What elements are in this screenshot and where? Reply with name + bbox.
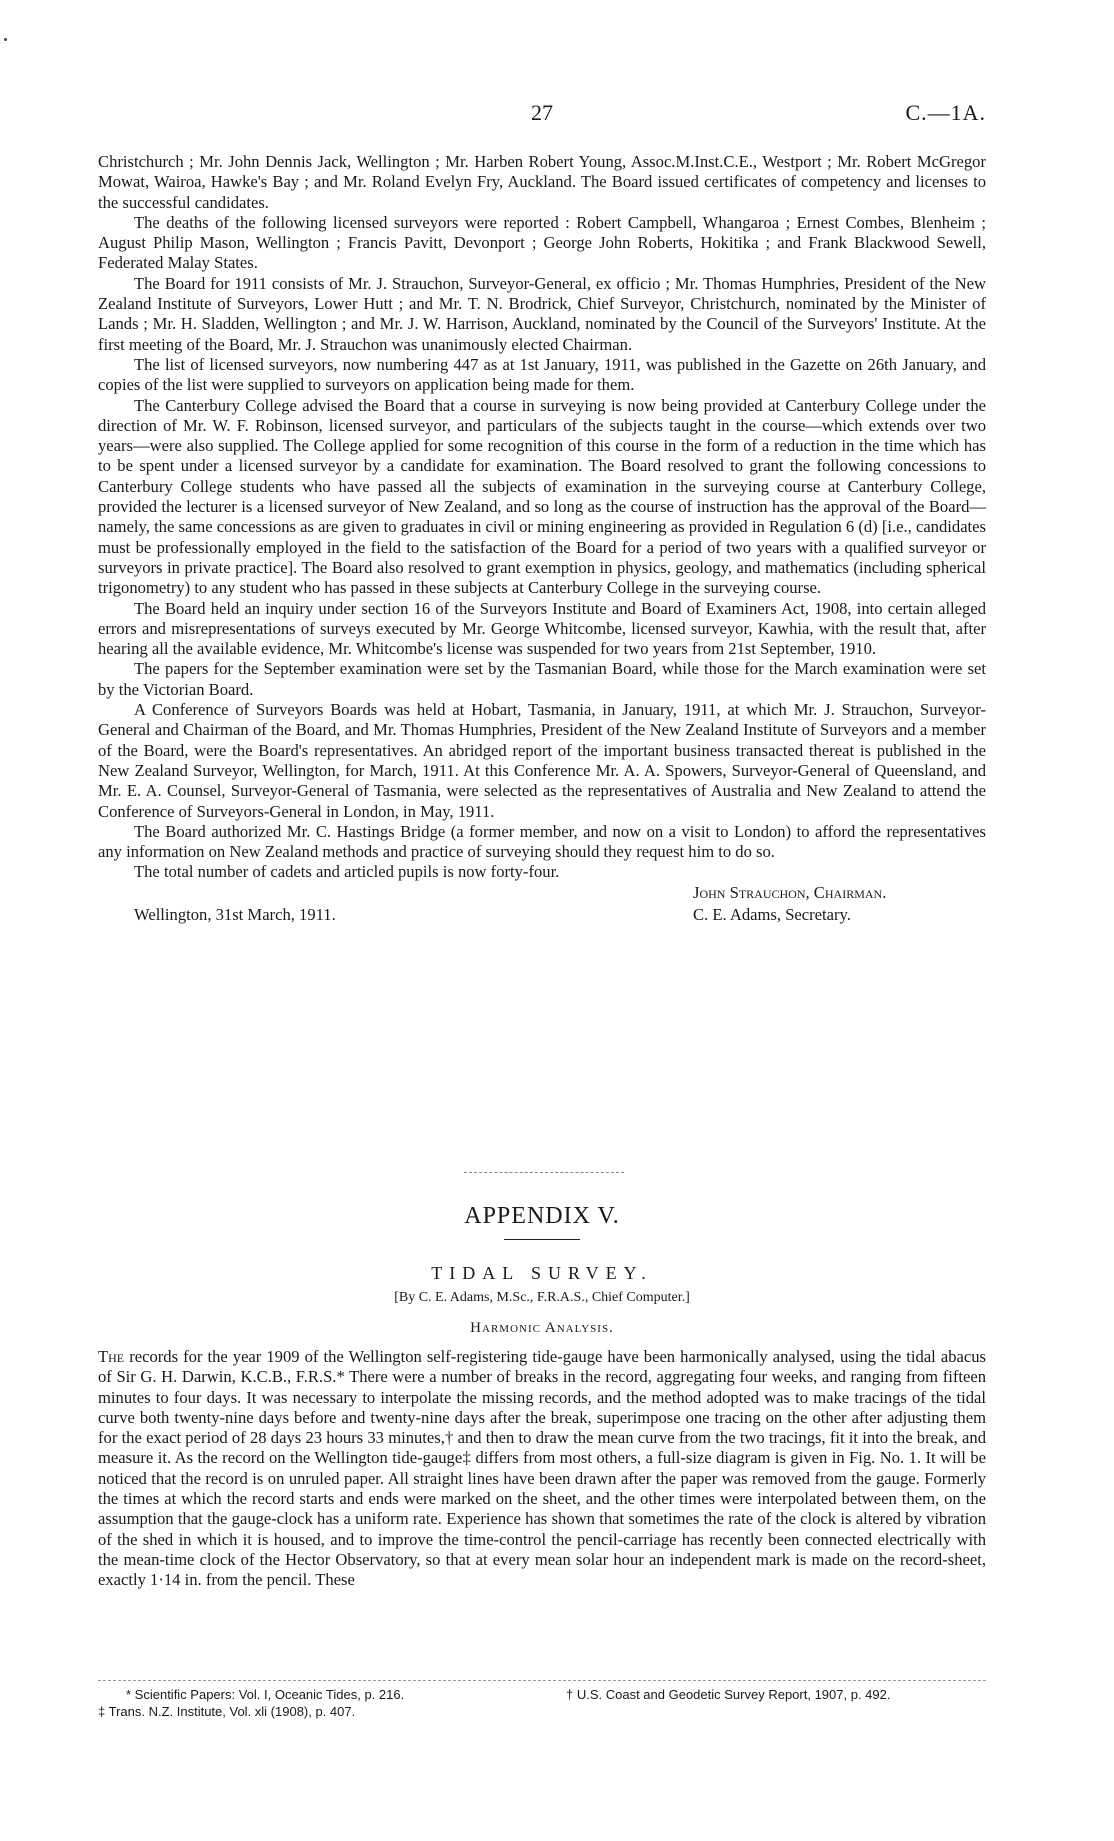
signature-place-date: Wellington, 31st March, 1911. <box>134 904 336 924</box>
paragraph-examination-papers: The papers for the September examination were set by the Tasmanian Board, while those for the March examination were set by the Victorian Board. <box>98 659 986 699</box>
paragraph-inquiry: The Board held an inquiry under section 16 of the Surveyors Institute and Board of Examiners Act, 1908, into certain alleged errors and misrepresentations of surveys executed by Mr. George Whitcombe, licensed surveyor, Kawhia, with the result that, after hearing all the available evidence, Mr. Whitcombe's license was suspended for two years from 21st September, 1910. <box>98 598 986 659</box>
paragraph-board-members: The Board for 1911 consists of Mr. J. Strauchon, Surveyor-General, ex officio ; Mr. Thomas Humphries, President of the New Zealand Institute of Surveyors, Lower Hutt ; and Mr. T. N. Brodrick, Chief Surveyor, Christchurch, nominated by the Minister of Lands ; Mr. H. Sladden, Wellington ; and Mr. J. W. Harrison, Auckland, nominated by the Council of the Surveyors' Institute. At the first meeting of the Board, Mr. J. Strauchon was unanimously elected Chairman. <box>98 273 986 354</box>
footnote-row <box>98 1703 986 1720</box>
appendix-paragraph-text: records for the year 1909 of the Wellington self-registering tide-gauge have been harmonically analysed, using the tidal abacus of Sir G. H. Darwin, K.C.B., F.R.S.* There were a number of breaks in the record, aggregating four weeks, and ranging from fifteen minutes to four days. It was necessary to interpolate the missing records, and the method adopted was to make tracings of the tidal curve both twenty-nine days before and twenty-nine days after the break, superimpose one tracing on the other after adjusting them for the exact period of 28 days 23 hours 33 minutes,† and then to draw the mean curve from the two tracings, fit it into the break, and measure it. As the record on the Wellington tide-gauge‡ differs from most others, a full-size diagram is given in Fig. No. 1. It will be noticed that the record is on unruled paper. All straight lines have been drawn after the paper was removed from the gauge. Formerly the times at which the record starts and ends were marked on the sheet, and the other times were interpolated between them, on the assumption that the gauge-clock has a uniform rate. Experience has shown that sometimes the rate of the clock is altered by vibration of the shed in which it is housed, and to improve the time-control the pencil-carriage has recently been connected electrically with the mean-time clock of the Hector Observatory, so that at every mean solar hour an independent mark is made on the record-sheet, exactly 1·14 in. from the pencil. These <box>98 1347 986 1590</box>
section-divider <box>464 1172 624 1173</box>
board-report-body <box>98 152 986 927</box>
signature-chairman: John Strauchon, Chairman. <box>693 882 887 902</box>
paragraph-conference: A Conference of Surveyors Boards was held at Hobart, Tasmania, in January, 1911, at which Mr. J. Strauchon, Surveyor-General and Chairman of the Board, and Mr. Thomas Humphries, President of the New Zealand Institute of Surveyors and a member of the Board, were the Board's representatives. An abridged report of the important business transacted thereat is published in the New Zealand Surveyor, Wellington, for March, 1911. At this Conference Mr. A. A. Spowers, Surveyor-General of Queensland, and Mr. E. A. Counsel, Surveyor-General of Tasmania, were selected as the representatives of Australia and New Zealand to attend the Conference of Surveyors-General in London, in May, 1911. <box>98 700 986 821</box>
appendix-body <box>98 1347 986 1591</box>
signature-secretary: C. E. Adams, Secretary. <box>693 904 851 924</box>
footnotes <box>98 1686 986 1720</box>
section-heading: Harmonic Analysis. <box>470 1320 614 1336</box>
footnote-scientific-papers: * Scientific Papers: Vol. I, Oceanic Tides, p. 216. <box>126 1687 405 1702</box>
page-header <box>98 100 986 130</box>
paragraph-candidates: Christchurch ; Mr. John Dennis Jack, Wellington ; Mr. Harben Robert Young, Assoc.M.Inst.C.E., Westport ; Mr. Robert McGregor Mowat, Wairoa, Hawke's Bay ; and Mr. Roland Evelyn Fry, Auckland. The Board issued certificates of competency and licenses to the successful candidates. <box>98 152 986 212</box>
appendix-title: APPENDIX V. <box>464 1203 620 1229</box>
scan-speck <box>4 38 7 41</box>
footnote-rule <box>98 1680 986 1681</box>
paragraph-cadets: The total number of cadets and articled pupils is now forty-four. <box>134 862 560 882</box>
paragraph-surveyor-list: The list of licensed surveyors, now numbering 447 as at 1st January, 1911, was published in the Gazette on 26th January, and copies of the list were supplied to surveyors on application being made for them. <box>98 354 986 395</box>
paragraph-canterbury-college: The Canterbury College advised the Board that a course in surveying is now being provided at Canterbury College under the direction of Mr. W. F. Robinson, licensed surveyor, and particulars of the subjects taught in the course—which extends over two years—were also supplied. The College applied for some recognition of this course in the form of a reduction in the time which has to be spent under a licensed surveyor by a candidate for examination. The Board resolved to grant the following concessions to Canterbury College students who have passed all the subjects of examination in the surveying course at Canterbury College, provided the lecturer is a licensed surveyor of New Zealand, and so long as the course of instruction has the approval of the Board—namely, the same concessions as are given to graduates in civil or mining engineering as provided in Regulation 6 (d) [i.e., candidates must be professionally employed in the field to the satisfaction of the Board for a period of two years with a qualified surveyor or surveyors in private practice]. The Board also resolved to grant exemption in physics, geology, and mathematics (including spherical trigonometry) to any student who has passed in these subjects at Canterbury College in the surveying course. <box>98 395 986 598</box>
appendix-subtitle: TIDAL SURVEY. <box>431 1263 653 1283</box>
lead-word: The <box>98 1347 125 1366</box>
document-code: C.—1A. <box>905 100 986 125</box>
appendix-paragraph <box>98 1347 986 1591</box>
footnote-trans-nz: ‡ Trans. N.Z. Institute, Vol. xli (1908), p. 407. <box>98 1704 356 1719</box>
signature-block <box>98 883 986 927</box>
paragraph-deaths: The deaths of the following licensed surveyors were reported : Robert Campbell, Whangaroa ; Ernest Combes, Blenheim ; August Philip Mason, Wellington ; Francis Pavitt, Devonport ; George John Roberts, Hokitika ; and Frank Blackwood Sewell, Federated Malay States. <box>98 212 986 273</box>
page-number: 27 <box>531 100 553 125</box>
footnote-row <box>98 1686 986 1703</box>
appendix-byline: [By C. E. Adams, M.Sc., F.R.A.S., Chief Computer.] <box>394 1290 690 1305</box>
footnote-coast-survey: † U.S. Coast and Geodetic Survey Report, 1907, p. 492. <box>566 1687 891 1702</box>
paragraph-hastings-bridge: The Board authorized Mr. C. Hastings Bridge (a former member, and now on a visit to London) to afford the representatives any information on New Zealand methods and practice of surveying should they request him to do so. <box>98 821 986 862</box>
appendix-title-rule <box>504 1239 580 1240</box>
